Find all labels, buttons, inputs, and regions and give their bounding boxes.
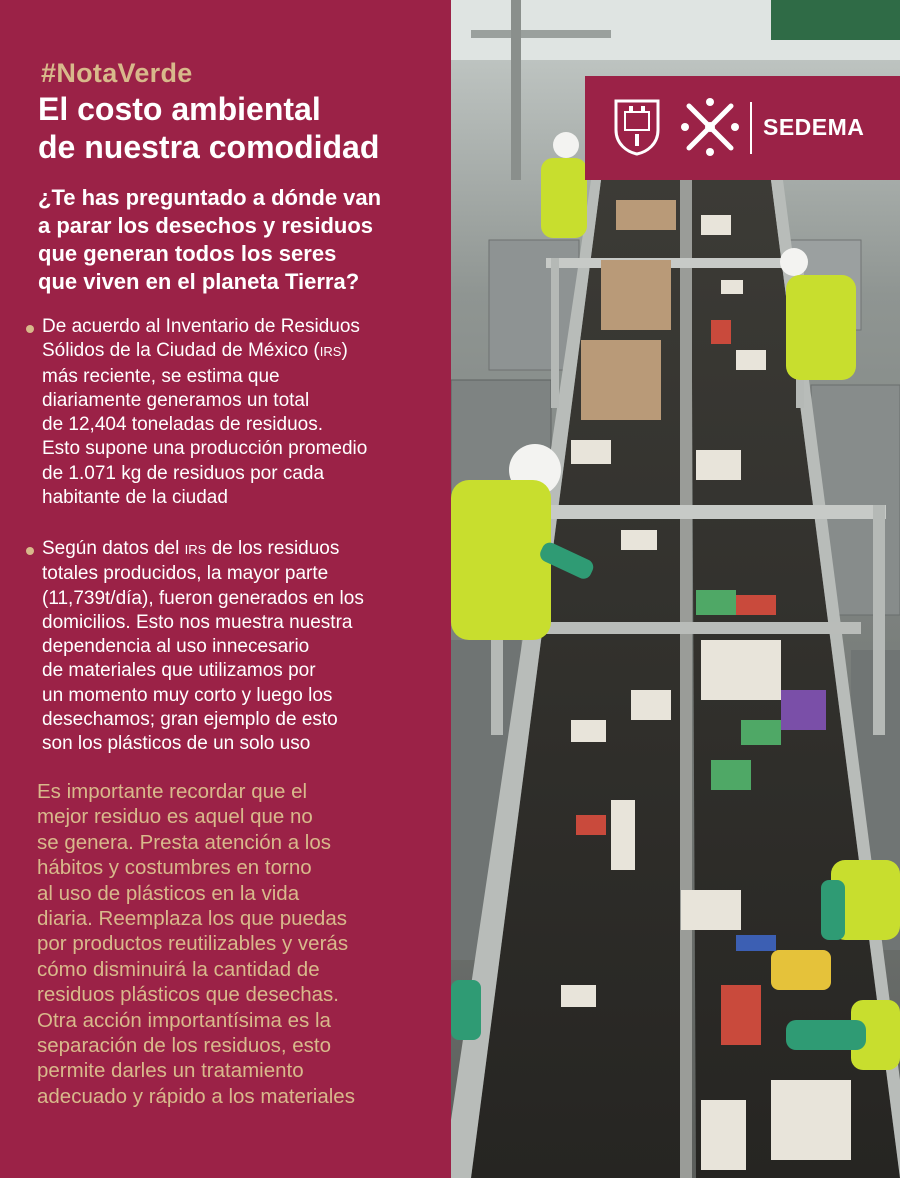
bullet-text: de los residuos (206, 538, 340, 559)
closing-line: diaria. Reemplaza los que puedas (37, 907, 347, 931)
hashtag: #NotaVerde (41, 58, 193, 88)
bullet-line: De acuerdo al Inventario de Residuos (42, 316, 360, 337)
intro-question (38, 184, 438, 296)
brand-name: SEDEMA (763, 114, 865, 140)
bullet-line: habitante de la ciudad (42, 487, 228, 509)
question-line: que viven en el planeta Tierra? (38, 269, 360, 294)
bullet-inventory (42, 315, 437, 510)
bullet-line (42, 537, 437, 562)
bullet-line: más reciente, se estima que (42, 365, 280, 387)
bullet-text: Sólidos de la Ciudad de México ( (42, 340, 320, 362)
close-paren: ) (341, 340, 348, 362)
question-line: ¿Te has preguntado a dónde van (38, 185, 382, 210)
closing-line: cómo disminuirá la cantidad de (37, 957, 320, 981)
question-line: a parar los desechos y residuos (38, 213, 374, 238)
bullet-line: Esto supone una producción promedio (42, 438, 368, 460)
closing-line: separación de los residuos, esto (37, 1034, 332, 1058)
closing-line: adecuado y rápido a los materiales (37, 1084, 355, 1108)
bullet-line: totales producidos, la mayor parte (42, 563, 329, 585)
page-title (38, 90, 438, 166)
bullet-line: (11,739t/día), fueron generados en los (42, 587, 364, 609)
bullet-dot-icon (26, 547, 34, 555)
logo-divider (750, 102, 752, 154)
bullet-dot-icon (26, 325, 34, 333)
closing-line: hábitos y costumbres en torno (37, 856, 312, 880)
bullet-text: Según datos del (42, 538, 185, 559)
bullet-line: dependencia al uso innecesario (42, 636, 310, 658)
bullet-line: diariamente generamos un total (42, 389, 310, 411)
title-line: de nuestra comodidad (38, 129, 380, 165)
closing-paragraph (37, 779, 437, 1109)
closing-line: mejor residuo es aquel que no (37, 805, 313, 829)
cdmx-emblem-icon (681, 96, 739, 158)
closing-line: por productos reutilizables y verás (37, 932, 349, 956)
closing-line: Es importante recordar que el (37, 780, 308, 803)
closing-line: Otra acción importantísima es la (37, 1008, 331, 1032)
closing-line: residuos plásticos que desechas. (37, 983, 339, 1007)
bullet-households (42, 537, 437, 757)
irs-abbrev: IRS (319, 344, 342, 360)
cdmx-shield-icon (613, 98, 661, 156)
bullet-line: domicilios. Esto nos muestra nuestra (42, 611, 353, 633)
question-line: que generan todos los seres (38, 241, 337, 266)
bullet-line: un momento muy corto y luego los (42, 684, 333, 706)
sedema-logo (585, 76, 900, 180)
recycling-photo (451, 0, 900, 1178)
irs-abbrev: IRS (184, 542, 207, 557)
title-line: El costo ambiental (38, 91, 321, 127)
bullet-line: desechamos; gran ejemplo de esto (42, 709, 338, 731)
bullet-line (42, 339, 437, 364)
bullet-line: de materiales que utilizamos por (42, 660, 316, 682)
bullet-line: son los plásticos de un solo uso (42, 733, 311, 755)
closing-line: permite darles un tratamiento (37, 1059, 304, 1083)
bullet-line: de 1.071 kg de residuos por cada (42, 462, 325, 484)
closing-line: se genera. Presta atención a los (37, 830, 332, 854)
closing-line: al uso de plásticos en la vida (37, 881, 300, 905)
bullet-line: de 12,404 toneladas de residuos. (42, 414, 323, 436)
